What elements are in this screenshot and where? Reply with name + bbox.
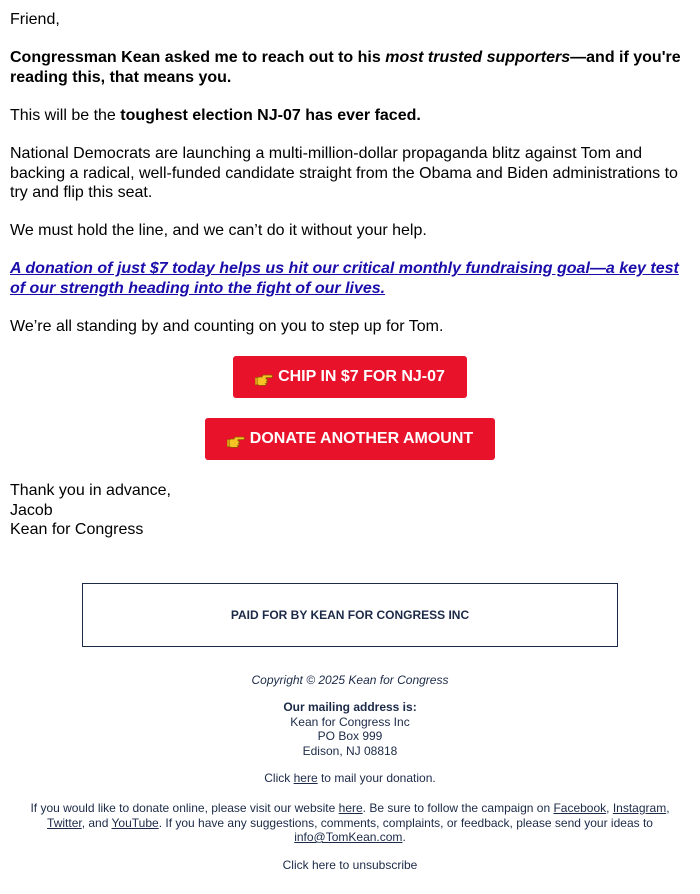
mail-donation-suffix: to mail your donation. <box>317 771 436 785</box>
intro-emphasis: most trusted supporters <box>385 49 571 66</box>
signoff-org: Kean for Congress <box>10 521 144 538</box>
copyright: Copyright © 2025 Kean for Congress <box>251 673 449 687</box>
hold-line-paragraph: We must hold the line, and we can’t do it without your help. <box>10 222 427 239</box>
pointing-hand-icon <box>255 372 273 386</box>
pointing-hand-icon <box>227 434 245 448</box>
mail-donation-line <box>0 771 700 786</box>
greeting: Friend, <box>10 11 60 28</box>
mailing-address <box>0 700 700 758</box>
online-donation-paragraph <box>20 801 680 845</box>
chip-in-label: CHIP IN $7 FOR NJ-07 <box>278 368 445 385</box>
mailing-label: Our mailing address is: <box>283 700 417 714</box>
toughest-election-paragraph <box>10 106 686 126</box>
toughest-bold: toughest election NJ-07 has ever faced. <box>120 107 421 124</box>
signoff <box>10 481 686 540</box>
signoff-name: Jacob <box>10 501 53 519</box>
address-line-3: Edison, NJ 08818 <box>302 743 398 758</box>
online-text-3: . If you have any suggestions, comments, complaints, or feedback, please send your ideas to <box>158 815 653 830</box>
comma-1: , <box>606 801 613 815</box>
address-line-2: PO Box 999 <box>317 729 383 743</box>
donate-another-label: DONATE ANOTHER AMOUNT <box>249 430 474 447</box>
comma-2: , <box>666 801 670 815</box>
online-text-1: If you would like to donate online, please visit our website <box>30 801 339 815</box>
instagram-link[interactable]: Instagram <box>612 801 667 815</box>
youtube-link[interactable]: YouTube <box>111 815 159 830</box>
intro-paragraph <box>10 48 686 87</box>
website-link[interactable]: here <box>338 801 363 815</box>
mail-donation-prefix: Click <box>264 771 294 785</box>
signoff-thanks: Thank you in advance, <box>10 482 171 499</box>
twitter-link[interactable]: Twitter <box>47 815 82 830</box>
contact-email-link[interactable]: info@TomKean.com <box>294 830 403 844</box>
paid-for-disclaimer: PAID FOR BY KEAN FOR CONGRESS INC <box>82 583 618 647</box>
address-line-1: Kean for Congress Inc <box>290 714 410 729</box>
donation-paragraph <box>10 259 686 298</box>
and-text: , and <box>81 815 112 830</box>
intro-text-start: Congressman Kean asked me to reach out to his <box>10 49 386 66</box>
intro-text-end: —and if you're reading this, that means you. <box>10 49 681 86</box>
period: . <box>402 830 406 844</box>
democrats-paragraph: National Democrats are launching a multi-million-dollar propaganda blitz against Tom and backing a radical, well-funded candidate straight from the Obama and Biden administrations to try and flip this seat. <box>10 145 678 201</box>
mail-donation-link[interactable]: here <box>293 771 318 785</box>
standing-by-paragraph: We’re all standing by and counting on you to step up for Tom. <box>10 318 444 335</box>
toughest-prefix: This will be the <box>10 107 121 124</box>
donate-another-amount-button[interactable] <box>205 418 495 460</box>
donation-link[interactable]: A donation of just $7 today helps us hit our critical monthly fundraising goal—a key test of our strength heading into the fight of our lives. <box>10 260 679 297</box>
unsubscribe-link[interactable]: Click here to unsubscribe <box>282 858 418 872</box>
chip-in-7-button[interactable] <box>233 356 467 398</box>
facebook-link[interactable]: Facebook <box>553 801 607 815</box>
online-text-2: . Be sure to follow the campaign on <box>362 801 554 815</box>
